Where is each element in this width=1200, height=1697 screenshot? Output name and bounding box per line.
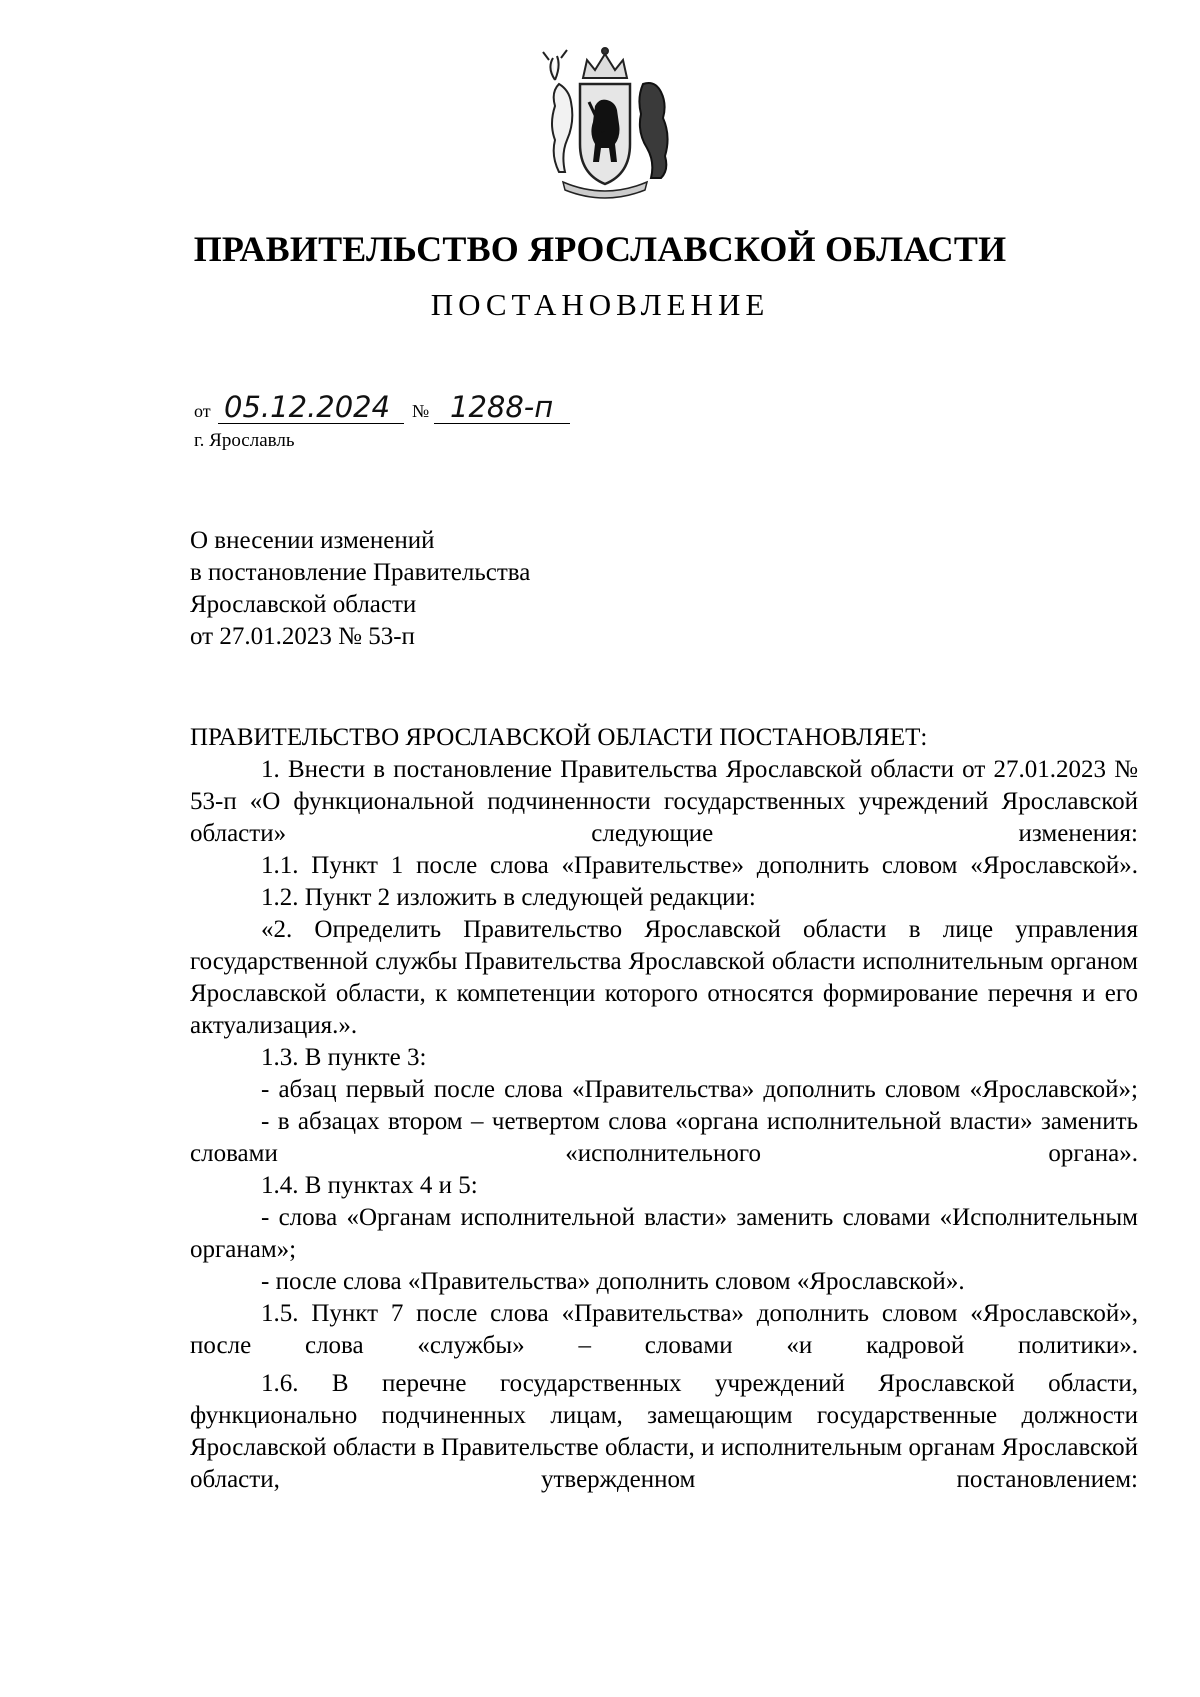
paragraph-1-3: 1.3. В пункте 3: (261, 1044, 427, 1071)
subject-line: в постановление Правительства (190, 559, 531, 586)
coat-of-arms-icon (525, 44, 685, 204)
paragraph-1-5: 1.5. Пункт 7 после слова «Правительства» дополнить словом «Ярославской», после слова «службы» – словами «и кадровой политики». (190, 1300, 1138, 1359)
date-number-line (194, 388, 574, 428)
paragraph-1-6: 1.6. В перечне государственных учреждений Ярославской области, функционально подчиненных лицам, замещающим государственные должности Ярославской области в Правительстве области, и исполнительным органам Ярославской области, утвержденном постановлением: (190, 1370, 1138, 1493)
handwritten-number: 1288-п (450, 390, 554, 424)
document-type: ПОСТАНОВЛЕНИЕ (430, 287, 770, 322)
paragraph-1-1: 1.1. Пункт 1 после слова «Правительстве» дополнить словом «Ярославской». (261, 852, 1138, 879)
paragraph-1-4: 1.4. В пунктах 4 и 5: (261, 1172, 478, 1199)
subject-line: от 27.01.2023 № 53-п (190, 623, 415, 650)
decree-preamble: ПРАВИТЕЛЬСТВО ЯРОСЛАВСКОЙ ОБЛАСТИ ПОСТАНОВЛЯЕТ: (190, 724, 928, 751)
paragraph-1-3-item-1: - абзац первый после слова «Правительства» дополнить словом «Ярославской»; (261, 1076, 1138, 1103)
document-subject (190, 525, 530, 653)
date-prefix: от (194, 401, 211, 421)
paragraph-1-4-item-1: - слова «Органам исполнительной власти» заменить словами «Исполнительным органам»; (190, 1204, 1138, 1263)
number-prefix: № (412, 401, 430, 421)
paragraph-1: 1. Внести в постановление Правительства Ярославской области от 27.01.2023 № 53-п «О функциональной подчиненности государственных учреждений Ярославской области» следующие изменения: (190, 756, 1138, 847)
paragraph-1-4-item-2: - после слова «Правительства» дополнить словом «Ярославской». (261, 1268, 965, 1295)
subject-line: О внесении изменений (190, 527, 435, 554)
government-title: ПРАВИТЕЛЬСТВО ЯРОСЛАВСКОЙ ОБЛАСТИ (193, 229, 1007, 269)
city: г. Ярославль (194, 430, 295, 451)
paragraph-1-2: 1.2. Пункт 2 изложить в следующей редакции: (261, 884, 756, 911)
paragraph-1-3-item-2: - в абзацах втором – четвертом слова «органа исполнительной власти» заменить словами «исполнительного органа». (190, 1108, 1138, 1167)
handwritten-date: 05.12.2024 (224, 390, 391, 424)
subject-line: Ярославской области (190, 591, 417, 618)
decree-body (190, 722, 1138, 1496)
paragraph-1-2-text: «2. Определить Правительство Ярославской области в лице управления государственной службы Правительства Ярославской области исполнительным органом Ярославской области, к компетенции которого относятся формирование перечня и его актуализация.». (190, 916, 1138, 1039)
